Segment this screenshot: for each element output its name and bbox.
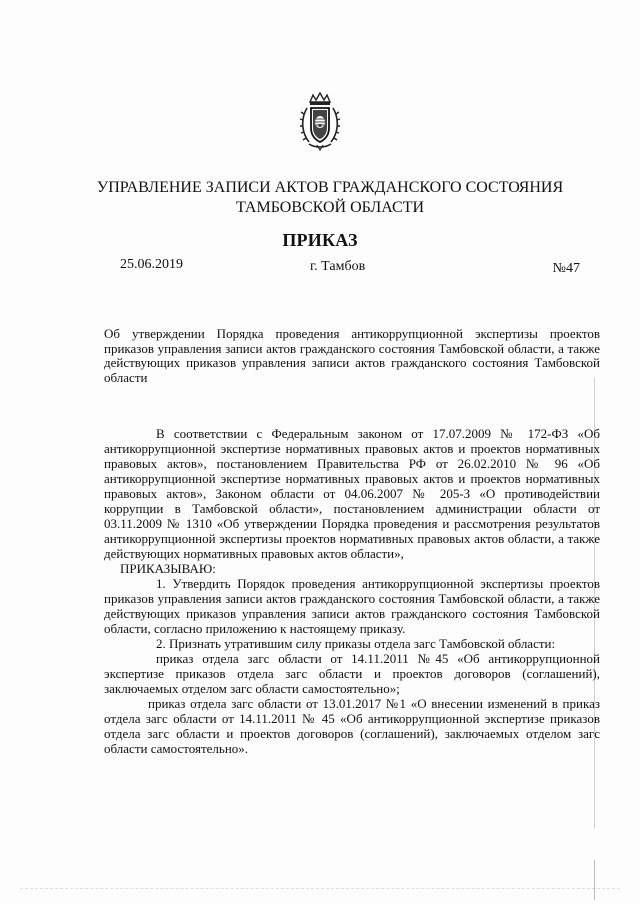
- order-word: ПРИКАЗЫВАЮ:: [120, 561, 216, 576]
- document-subject: Об утверждении Порядка проведения антикоррупционной экспертизы проектов приказов управления записи актов гражданского состояния Тамбовской области, а также действующих приказов управления записи актов гражданского состояния Тамбовской области: [104, 326, 600, 385]
- document-date: 25.06.2019: [120, 257, 183, 272]
- repealed-order-2: приказ отдела загс области от 13.01.2017 №1 «О внесении изменений в приказ отдела загс области от 14.11.2011 № 45 «Об антикоррупционной экспертизе приказов отдела загс области и проектов договоров (соглашений), заключаемых отделом загс области самостоятельно».: [104, 696, 600, 756]
- scan-artifact-line: [594, 378, 595, 828]
- document-city: г. Тамбов: [310, 259, 366, 274]
- document-title: ПРИКАЗ: [282, 230, 358, 250]
- organization-name-line2: ТАМБОВСКОЙ ОБЛАСТИ: [235, 199, 425, 216]
- document-meta-row: [120, 257, 580, 277]
- document-body: [104, 426, 600, 756]
- repealed-order-1: приказ отдела загс области от 14.11.2011 №45 «Об антикоррупционной экспертизе приказов отдела загс области и проектов договоров (соглашений), заключаемых отделом загс области самостоятельно»;: [104, 651, 600, 696]
- organization-name-line1: УПРАВЛЕНИЕ ЗАПИСИ АКТОВ ГРАЖДАНСКОГО СОСТОЯНИЯ: [96, 179, 564, 196]
- scan-artifact-line-bottom: [594, 860, 595, 900]
- order-item-2: 2. Признать утратившим силу приказы отдела загс Тамбовской области:: [156, 636, 556, 651]
- document-number: №47: [552, 261, 580, 276]
- order-item-1: 1. Утвердить Порядок проведения антикоррупционной экспертизы проектов приказов управления записи актов гражданского состояния Тамбовской области, а также действующих приказов управления записи актов гражданского состояния Тамбовской области, согласно приложению к настоящему приказу.: [104, 576, 600, 636]
- coat-of-arms-icon: [297, 92, 343, 152]
- preamble-paragraph: В соответствии с Федеральным законом от 17.07.2009 № 172-ФЗ «Об антикоррупционной экспертизе нормативных правовых актов и проектов нормативных правовых актов», постановлением Правительства РФ от 26.02.2010 № 96 «Об антикоррупционной экспертизе нормативных правовых актов и проектов нормативных правовых актов», Законом области от 04.06.2007 № 205-З «О противодействии коррупции в Тамбовской области», постановлением администрации области от 03.11.2009 № 1310 «Об утверждении Порядка проведения и рассмотрения результатов антикоррупционной экспертизы проектов нормативных правовых актов области, а также действующих нормативных правовых актов области»,: [104, 426, 600, 561]
- organization-header: [80, 178, 580, 218]
- scan-artifact-dashes: [20, 888, 620, 890]
